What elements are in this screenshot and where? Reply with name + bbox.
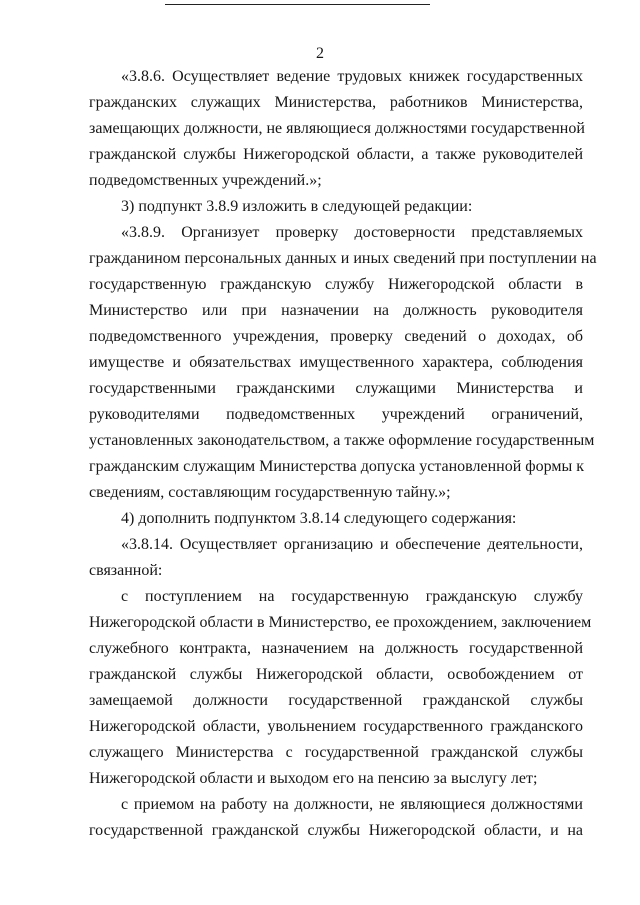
text-line: государственной гражданской службы Нижегородской области, и на	[89, 822, 583, 839]
text-line: служебного контракта, назначением на должность государственной	[89, 640, 583, 657]
text-line: подведомственных учреждений.»;	[89, 172, 322, 189]
text-line: установленных законодательством, а также оформление государственным	[89, 432, 595, 449]
text-line: Нижегородской области и выходом его на пенсию за выслугу лет;	[89, 770, 538, 787]
text-line: 3) подпункт 3.8.9 изложить в следующей редакции:	[121, 198, 473, 215]
text-line: гражданским служащим Министерства допуска установленной формы к	[89, 458, 585, 475]
text-line: связанной:	[89, 562, 163, 579]
text-line: гражданской службы Нижегородской области, а также руководителей	[89, 146, 583, 163]
text-line: гражданином персональных данных и иных сведений при поступлении на	[89, 250, 597, 267]
text-line: замещающих должности, не являющиеся должностями государственной	[89, 120, 585, 137]
text-line: гражданской службы Нижегородской области, освобождением от	[89, 666, 583, 683]
text-line: с поступлением на государственную гражданскую службу	[121, 588, 583, 605]
text-line: замещаемой должности государственной гражданской службы	[89, 692, 583, 709]
text-line: с приемом на работу на должности, не являющиеся должностями	[121, 796, 583, 813]
page-number: 2	[316, 45, 324, 62]
text-line: сведениям, составляющим государственную тайну.»;	[89, 484, 451, 501]
text-line: «3.8.9. Организует проверку достоверности представляемых	[121, 224, 583, 241]
text-line: подведомственного учреждения, проверку сведений о доходах, об	[89, 328, 583, 345]
text-line: «3.8.14. Осуществляет организацию и обеспечение деятельности,	[121, 536, 583, 553]
text-line: «3.8.6. Осуществляет ведение трудовых книжек государственных	[121, 68, 583, 85]
text-line: имуществе и обязательствах имущественного характера, соблюдения	[89, 354, 583, 371]
text-line: Нижегородской области, увольнением государственного гражданского	[89, 718, 583, 735]
text-line: 4) дополнить подпунктом 3.8.14 следующего содержания:	[121, 510, 517, 527]
text-line: государственными гражданскими служащими Министерства и	[89, 380, 583, 397]
text-line: государственную гражданскую службу Нижегородской области в	[89, 276, 583, 293]
text-line: руководителями подведомственных учреждений ограничений,	[89, 406, 583, 423]
text-line: служащего Министерства с государственной гражданской службы	[89, 744, 583, 761]
text-line: гражданских служащих Министерства, работников Министерства,	[89, 94, 583, 111]
text-line: Нижегородской области в Министерство, ее прохождением, заключением	[89, 614, 592, 631]
top-rule	[165, 4, 430, 5]
text-line: Министерство или при назначении на должность руководителя	[89, 302, 583, 319]
